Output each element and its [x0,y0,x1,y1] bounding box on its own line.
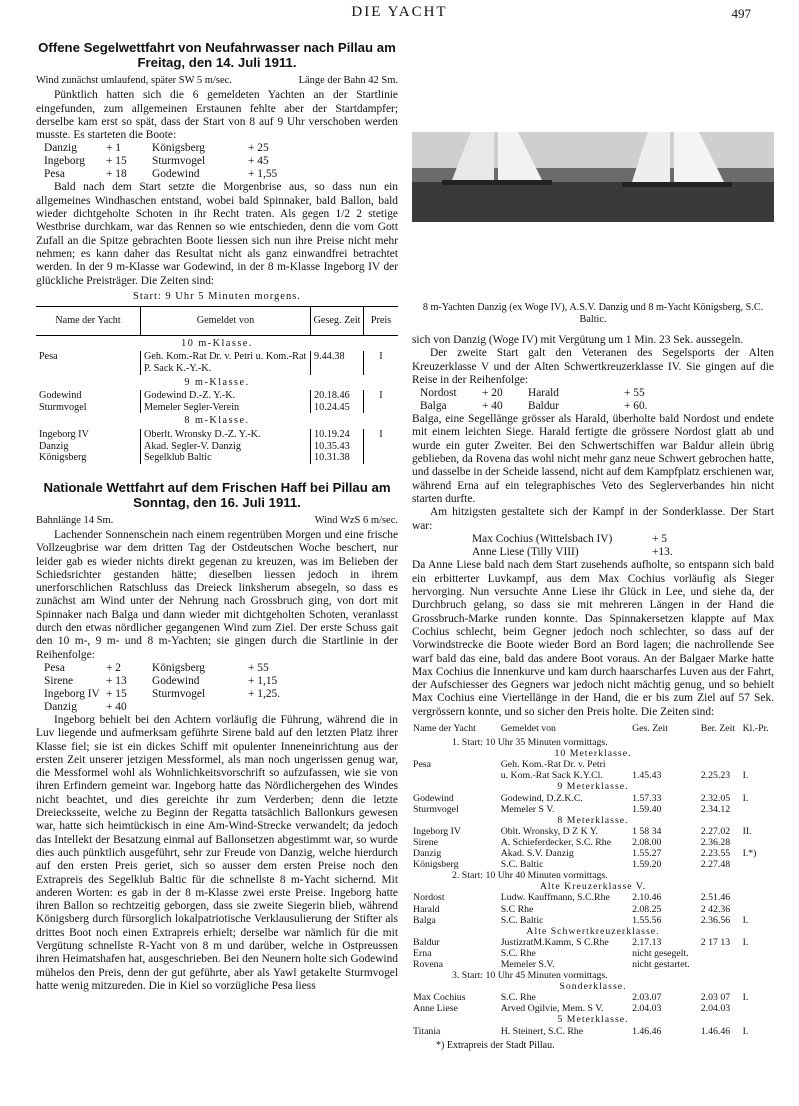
class-heading: 9 m-Klasse. [184,376,250,388]
sailed-time: nicht gesegelt. [632,947,689,959]
col-class-prize: Kl.-Pr. [742,723,769,735]
col-time: Geseg. Zeit [311,307,364,336]
table-row [412,1003,774,1014]
page-number: 497 [731,6,751,21]
corrected-time [700,959,742,970]
entered-by: JustizratM.Kamm, S C.Rhe [500,936,609,948]
boat-name: Max Cochius (Wittelsbach IV) [472,532,613,545]
corrected-time: 2.27.02 [700,825,731,837]
boat-name: Königsberg [152,661,205,674]
class-heading-row [412,1014,774,1025]
sailed-time: 2.08.00 [632,836,662,848]
corrected-time: 2.04.03 [700,1003,731,1015]
class-heading-row [412,815,774,826]
entered-by: Akad. Segler-V. Danzig [141,441,311,453]
yacht-name: Balga [413,914,436,926]
start-time: 2. Start: 10 Uhr 40 Minuten vormittags. [452,870,608,882]
prize [364,402,399,414]
entered-by: S.C. Baltic [500,914,544,926]
journal-title: DIE YACHT [351,4,448,20]
start-offset: + 55 [248,661,269,674]
start-offset: + 1 [106,142,121,155]
sailed-time: 10.31.38 [311,452,364,464]
boat-name: Sturmvogel [152,155,206,168]
col-prize: Preis [364,307,399,336]
start-offset: + 15 [106,155,127,168]
class-heading: 9 Meterklasse. [557,781,629,793]
class-prize: I. [742,992,749,1004]
race2-para2: Ingeborg behielt bei den Achtern vorläufig die Führung, während die in Luv liegende und aufmerksam geführte Sirene bald auf den letzten Platz ihrer Klasse fiel; sie ist ein dickes Schiff mit opulenter Inneneinrichtung aus der ersten Zeit unserer jetzigen Messformel, als man noch ungerissen genug war, die Messformel wohl als Wohnlichkeitsvorschrift so aufzufassen, wie sie von ihren Erfindern gemeint war. Ingeborg hatte das Nördlichergehen des Windes nicht beachtet, und dies gereichte ihr zum Verderben; denn die letzte Dreiecksseite, welche zu Beginn der Regatta tatsächlich Ballonkurs gewesen war, hatte sich heimtückisch in eine Am-Wind-Strecke verwandelt; da jedoch das Intellekt der Besatzung einmal auf Ballonsetzen abgestimmt war, so wurde dies auch pünktlich ausgeführt, sehr zur Freude von Danzig, welche hierdurch auf den ersten Preis geriet, sich so ausser dem ersten Preise noch den Extrapreis des Segelklub Baltic für die schnellste 8 m-Yacht sichernd. Mit anderen Worten: es gab in der 8 m-Klasse zwei erste Preise. Ingeborg hatte ihren Ballon so rechtzeitig geborgen, dass sie zweite Siegerin blieb, während Königsberg durch fürsorglich lokalpatriotische Verklausulierung der Stifter als drittes Boot noch einen Extrapreis erhielt; derselbe war nämlich für die mit Vergütung schnellste R-Yacht von 8 m und darüber, welche in Ostpreussen ihren Heimatshafen hat, ausgeschrieben. Bei den Neunern holte sich Godewind mühelos den Preis, denn der gut geführte, aber als Yawl getakelte Sturmvogel hatte wenig mitzureden. Die in Kiel so vorzügliche Pesa liess [36,713,398,992]
table-row [36,351,398,374]
race2-course: Bahnlänge 14 Sm. [36,514,114,526]
col-name: Name der Yacht [413,723,476,735]
class-prize [742,959,774,970]
table-row [412,837,774,848]
sailed-time: 1.57.33 [632,792,662,804]
start-offset: + 45 [248,155,269,168]
class-prize [742,948,774,959]
yacht-name: Nordost [413,892,445,904]
race1-results-table [36,306,398,464]
race2-para1: Lachender Sonnenschein nach einem regentrüben Morgen und eine frische Vollzeugbrise war dem dritten Tag der Ostdeutschen Woche beschert, nur leider gab es wieder nichts direkt gegenan zu kreuzen, was im Belieben der Schiedsrichter gestanden hätte; dieselben liessen jedoch in ihrem unerforschlichen Ratschluss das Dreieck linksherum absegeln, so dass es zunächst am Wind unter der Nehrung nach Grossbruch ging, von dort mit Spinnaker nach Balga und dann wieder mit dichtgeholten Schoten, veranlasst durch den etwas nördlicher gegangenen Wind zum Ziel. Der erste Schuss gait den 10 m-, 9 m- und 8 m-Yachten; sie gingen durch die Startlinie in der Reihenfolge: [36,528,398,661]
table-row [412,793,774,804]
prize: I [364,390,399,402]
start-line [472,546,774,559]
entered-by: Arved Ogilvie, Mem. S V. [500,1003,604,1015]
sailed-time: 10.35.43 [311,441,364,453]
class-prize: I. [742,1025,749,1037]
photo-caption: 8 m-Yachten Danzig (ex Woge IV), A.S.V. Danzig und 8 m-Yacht Königsberg, S.C. Baltic. [422,302,764,325]
sailed-time: 10.24.45 [311,402,364,414]
boat-name: Ingeborg [44,155,85,168]
start-offset: + 1,55 [248,168,278,181]
entered-by: A. Schieferdecker, S.C. Rhe [500,836,612,848]
yacht-name: Pesa [413,759,431,771]
entered-by: Segelklub Baltic [141,452,311,464]
sailed-time: 1.59.20 [632,859,662,871]
yacht-name: Max Cochius [413,992,466,1004]
yacht-name: Königsberg [413,859,459,871]
boat-name: Pesa [44,661,65,674]
class-heading: 10 m-Klasse. [181,337,253,349]
start-offset: + 55 [624,387,645,400]
sailed-time: 2.17.13 [632,936,662,948]
yacht-name: Königsberg [39,452,87,464]
race2-title: Nationale Wettfahrt auf dem Frischen Haff bei Pillau am Sonntag, den 16. Juli 1911. [43,479,391,510]
sailed-time: 10.19.24 [311,429,364,441]
yacht-name: Godewind [413,792,454,804]
start-row [412,970,774,981]
boat-name: Anne Liese (Tilly VIII) [472,546,579,559]
class-prize: I. [742,792,749,804]
prize: I [364,429,399,441]
table-row [412,804,774,815]
corrected-time: 1.46.46 [700,1025,731,1037]
corrected-time: 2.36.28 [700,836,731,848]
class-prize: I. [742,914,749,926]
corrected-time: 2.23.55 [700,848,731,860]
race2-meta [36,514,398,527]
sailed-time: 2.08.25 [632,903,662,915]
entered-by: S.C Rhe [500,903,534,915]
sailed-time: 1.59.40 [632,803,662,815]
yacht-name: Baldur [413,936,440,948]
boat-name: Danzig [44,142,77,155]
corrected-time [700,948,742,959]
class-heading-row [412,981,774,992]
boat-name: Godewind [152,168,200,181]
start-time: 3. Start: 10 Uhr 45 Minuten vormittags. [452,970,608,982]
class-prize [742,892,774,903]
sailed-time: 20.18.46 [311,390,364,402]
start-offset: + 40 [106,700,127,713]
start-offset: + 5 [652,532,667,545]
yacht-name: Sturmvogel [39,401,87,413]
start-offset: + 20 [482,387,503,400]
start-offset: + 2 [106,661,121,674]
boat-name: Balga [420,400,447,413]
yacht-name: Ingeborg IV [39,428,89,440]
entered-by: Memeler Segler-Verein [141,402,311,414]
yacht-name [412,770,487,781]
entered-by: u. Kom.-Rat Sack K.Y.Cl. [500,770,603,782]
table-row [412,959,774,970]
yacht-name: Danzig [413,848,442,860]
table-row [36,402,398,414]
yacht-name: Pesa [39,351,58,363]
left-column [36,40,398,993]
race1-start-order [44,142,398,181]
yacht-name: Erna [413,947,432,959]
race2-wind: Wind WzS 6 m/sec. [314,514,398,526]
right-para1: sich von Danzig (Woge IV) mit Vergütung um 1 Min. 23 Sek. aussegeln. [412,334,744,346]
race1-wind: Wind zunächst umlaufend, später SW 5 m/sec. [36,75,232,86]
class-heading-row [36,413,398,429]
boat-name: Nordost [420,387,457,400]
class-heading: Sonderklasse. [559,981,627,993]
start-offset: + 15 [106,687,127,700]
start-offset: + 40 [482,400,503,413]
start-row [412,870,774,881]
entered-by: Geh. Kom.-Rat Dr. v. Petri u. Kom.-Rat P. Sack K.-Y.-K. [141,351,311,374]
table-row [412,937,774,948]
start-row [412,737,774,748]
class-heading: Alte Schwertkreuzerklasse. [526,925,660,937]
boat-name: Harald [528,387,559,400]
class-heading: 5 Meterklasse. [557,1014,629,1026]
boat-name: Baldur [528,400,560,413]
start-offset: + 60. [624,400,648,413]
entered-by: Geh. Kom.-Rat Dr. v. Petri [500,759,606,771]
class-prize [742,1003,774,1014]
sailed-time: 1 58 34 [632,825,662,837]
table-row [36,390,398,402]
boat-name: Godewind [152,674,200,687]
race1-para1: Pünktlich hatten sich die 6 gemeldeten Yachten an der Startlinie eingefunden, zum allgemeinen Erstaunen fehlte aber der Startdampfer; derselbe kam erst so spät, dass der Start von 8 auf 9 Uhr verschoben werden musste. Es starteten die Boote: [36,89,398,142]
class-heading-row [412,881,774,892]
sailed-time: 2.04.03 [632,1003,662,1015]
table-row [36,441,398,453]
yacht-name: Titania [413,1025,441,1037]
footnote: *) Extrapreis der Stadt Pillau. [436,1039,555,1051]
start-offset: + 18 [106,168,127,181]
start-offset: + 1,15 [248,674,278,687]
corrected-time [700,759,742,770]
race1-para2: Bald nach dem Start setzte die Morgenbrise aus, so dass nun ein allgemeines Windhaschen entstand, wobei bald Spinnaker, bald Ballon, bald wieder dichtgeholte Schoten in ihr Recht traten. Als gegen 1/2 2 stetige Westbrise durchkam, war das Rennen so wie entschieden, denn die vom Gott Zufall an die Spitze gebrachten Boote liessen sich nun ihre Preise nicht mehr nehmen; es kann daher das Resultat nicht als ganz einwandfrei betrachtet werden. In der 9 m-Klasse war Godewind, in der 8 m-Klasse Ingeborg IV der glückliche Preisträger. Die Zeiten sind: [36,181,398,287]
table-row [412,992,774,1003]
entered-by: S.C. Rhe [500,992,536,1004]
start-offset: +13. [652,546,673,559]
race1-title: Offene Segelwettfahrt von Neufahrwasser nach Pillau am Freitag, den 14. Juli 1911. [38,40,396,70]
right-para2: Der zweite Start galt den Veteranen des Segelsports der Alten Kreuzerklasse V und der Alten Schwertkreuzerklasse IV. Sie gingen auf die Reise in der Reihenfolge: [412,347,774,386]
entered-by: Memeler S V. [500,803,555,815]
table-row [412,859,774,870]
prize [364,441,399,453]
yacht-name: Rovena [413,958,443,970]
cruiser-start-order [420,387,774,413]
race2-results-table [412,722,774,1037]
table-row [412,848,774,859]
class-prize: I. [742,770,749,782]
entered-by: H. Steinert, S.C. Rhe [500,1025,584,1037]
corrected-time: 2.25.23 [700,770,731,782]
table-row [412,904,774,915]
entered-by: Oberlt. Wronsky D.-Z. Y.-K. [141,429,311,441]
class-prize: I. [742,936,749,948]
class-prize [742,859,774,870]
class-heading-row [412,748,774,759]
class-heading-row [412,781,774,792]
sailed-time: 1.45.43 [632,770,662,782]
col-entered: Gemeldet von [141,307,311,336]
sailed-time: 2.10.46 [632,892,662,904]
yacht-name: Harald [413,903,440,915]
class-heading-row [412,926,774,937]
class-heading-row [36,335,398,351]
entered-by: Godewind D.-Z. Y.-K. [141,390,311,402]
table-row [412,915,774,926]
start-line [472,533,774,546]
corrected-time: 2.36.56 [700,914,731,926]
corrected-time: 2.34.12 [700,803,731,815]
yacht-name: Anne Liese [413,1003,458,1015]
class-prize [742,837,774,848]
class-prize [742,804,774,815]
race1-meta [36,74,398,87]
start-offset: + 1,25. [248,687,281,700]
entered-by: Godewind, D.Z.K.C. [500,792,583,804]
entered-by: S.C. Rhe [500,947,536,959]
class-prize: II. [742,825,752,837]
sailed-time: 9.44.38 [311,351,364,374]
corrected-time: 2 42.36 [700,903,731,915]
start-offset [248,701,288,714]
boat-name: Pesa [44,168,65,181]
corrected-time: 2 17 13 [700,936,731,948]
class-heading: 10 Meterklasse. [554,748,632,760]
boat-name: Danzig [44,700,77,713]
yacht-name: Sturmvogel [413,803,459,815]
col-corrected: Ber. Zeit [700,723,736,735]
col-time: Ges. Zeit [632,723,668,735]
right-para5: Da Anne Liese bald nach dem Start zusehends aufholte, so entspann sich bald ein erbitterter Luvkampf, aus dem Max Cochius vorläufig als Sieger hervorging. Nun versuchte Anne Liese ihr Glück in Lee, und siehe da, der Durchbruch gelang, so dass sie mit mehreren Längen in der Hand die Grossbruch-Marke runden konnte. Das Spinnakersetzen klappte auf Max Cochius schlecht, beim Gegner jedoch noch schlechter, so dass auf der Vorwindstrecke die Boote wieder Bord an Bord lagen; die nachrollende See warf bald das eine, bald das andere Boot voraus. An der Balgaer Marke hatte Max Cochius die Innenkurve und kam durch haarscharfes Luven aus der Fahrt, der Aufschiesser des Gegners war jedoch nicht mächtig genug, und so behielt Max Cochius eine Viertellänge in der Hand, die er bis zum Ziel auf 57 Sek. vergrössern konnte, und so sicher den Preis holte. Die Zeiten sind: [412,559,774,718]
prize: I [364,351,399,374]
table-row [36,429,398,441]
entered-by: Akad. S.V. Danzig [500,848,574,860]
corrected-time: 2.27.48 [700,859,731,871]
table-row [412,948,774,959]
right-column [412,40,774,1052]
entered-by: Ludw. Kauffmann, S.C.Rhe [500,892,610,904]
special-class-start-order [472,533,774,560]
sailed-time: 2.03.07 [632,992,662,1004]
table-row [36,452,398,464]
boat-name: Sturmvogel [152,687,206,700]
yacht-name: Sirene [413,836,439,848]
race1-course: Länge der Bahn 42 Sm. [298,75,398,86]
table-row [412,770,774,781]
yacht-name: Godewind [39,390,82,402]
col-name: Name der Yacht [36,307,141,336]
table-row [412,759,774,770]
class-heading: 8 Meterklasse. [557,814,629,826]
corrected-time: 2.51.46 [700,892,731,904]
yachts-image [412,132,774,222]
race1-start-time: Start: 9 Uhr 5 Minuten morgens. [133,290,301,302]
yacht-name: Ingeborg IV [413,825,461,837]
corrected-time: 2.32.05 [700,792,731,804]
class-prize: I.*) [742,848,757,860]
right-para3: Balga, eine Segellänge grösser als Harald, überholte bald Nordost und endete mit einem leichten Siege. Harald fertigte die grössere Nordost glatt ab und wurde ein guter Zweiter. Bei den Schwertschiffen war Baldur allein übrig geblieben, da Rovena das wohl nicht mehr ganz neue Schwert gebrochen hatte, und dasselbe in der Scheide lassend, nicht auf dem Kampfplatz erschienen war, während Erna auf ein telegraphisches Veto des Seglerverbandes hin nicht starten durfte. [412,413,774,505]
right-para4: Am hitzigsten gestaltete sich der Kampf in der Sonderklasse. Der Start war: [412,506,774,532]
start-offset: + 13 [106,674,127,687]
prize [364,452,399,464]
class-heading: Alte Kreuzerklasse V. [539,881,647,893]
sailed-time: 1.46.46 [632,1025,662,1037]
entered-by: Oblt. Wronsky, D Z K Y. [500,825,599,837]
start-offset: + 25 [248,142,269,155]
table-row [412,892,774,903]
sailed-time: nicht gestartet. [632,958,690,970]
boat-name: Sirene [44,674,74,687]
class-prize [742,759,774,770]
boat-name [152,701,248,714]
class-prize [742,904,774,915]
sailed-time: 1.55.56 [632,914,662,926]
yacht-name: Danzig [39,440,69,452]
col-entered: Gemeldet von [500,723,556,735]
sailing-yachts-photo [412,132,774,222]
entered-by: S.C. Baltic [500,859,544,871]
sailed-time [631,759,700,770]
table-row [412,1026,774,1037]
entered-by: Memeler S.V. [500,958,555,970]
boat-name: Ingeborg IV [44,687,100,700]
boat-name: Königsberg [152,142,205,155]
corrected-time: 2.03 07 [700,992,731,1004]
start-time: 1. Start: 10 Uhr 35 Minuten vormittags. [452,737,608,749]
class-heading-row [36,375,398,391]
sailed-time: 1.55.27 [632,848,662,860]
table-row [412,826,774,837]
class-heading: 8 m-Klasse. [184,415,250,427]
page-header [0,6,799,24]
race2-start-order [44,662,398,714]
